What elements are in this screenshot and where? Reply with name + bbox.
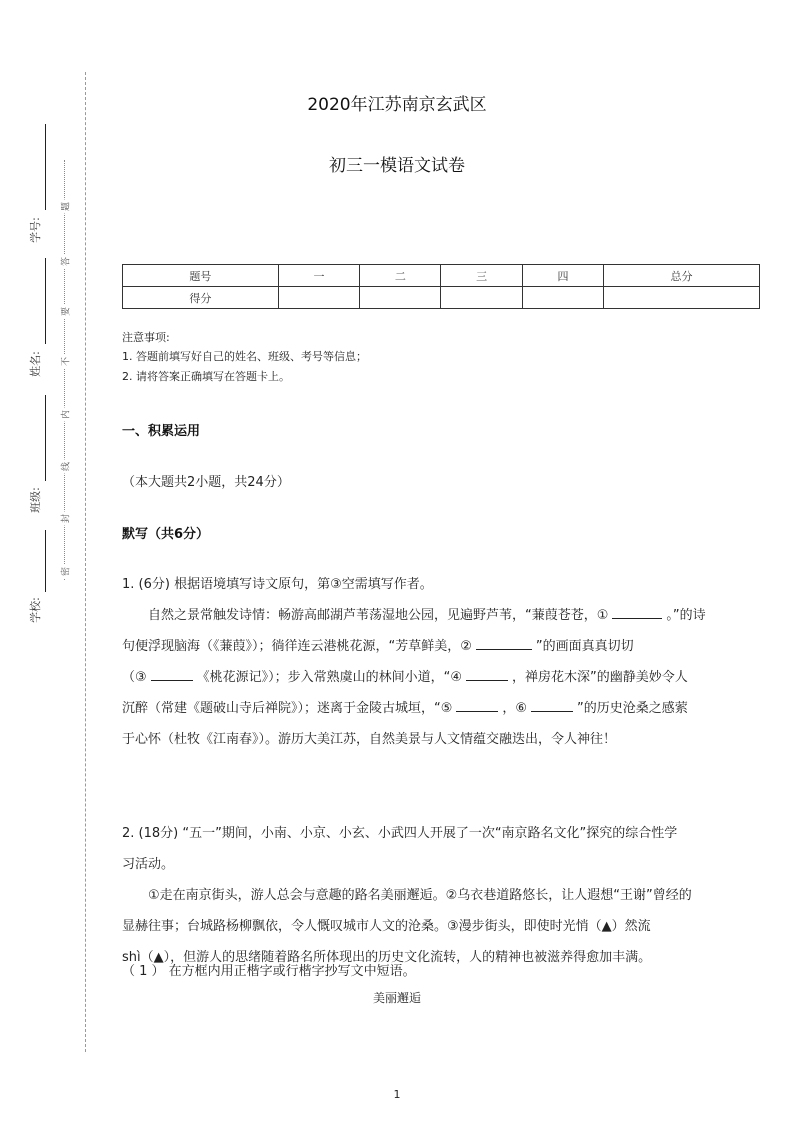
score-input-cell[interactable] [278, 287, 359, 309]
question-line [122, 662, 762, 693]
school-label: 学校: [29, 597, 42, 623]
answer-blank-2[interactable] [476, 635, 532, 650]
answer-blank-6[interactable] [531, 697, 573, 712]
question-line: ①走在南京街头，游人总会与意趣的路名美丽邂逅。②乌衣巷道路悠长，让人遐想“王谢”曾经的 [122, 888, 692, 903]
question-line: shì（▲），但游人的思绪随着路名所体现出的历史文化流转，人的精神也被滋养得愈加丰满。 [122, 950, 652, 965]
text: 自然之景常触发诗情：畅游高邮湖芦苇荡湿地公园，见遍野芦苇，“蒹葭苍苍，① [122, 608, 609, 623]
answer-blank-3[interactable] [151, 666, 193, 681]
name-line [45, 258, 46, 344]
text: 句便浮现脑海（《蒹葭》）；徜徉连云港桃花源，“芳草鲜美，② [122, 639, 472, 654]
text: ，禅房花木深”的幽静美妙令人 [512, 670, 688, 685]
score-input-cell[interactable] [360, 287, 441, 309]
table-cell: 三 [441, 265, 522, 287]
note-item: 1. 答题前填写好自己的姓名、班级、考号等信息； [122, 350, 367, 363]
question-line: 2. (18分) “五一”期间，小南、小京、小玄、小武四人开展了一次“南京路名文化”探究的综合性学 [122, 826, 678, 841]
seal-char-yao: 要 [59, 305, 72, 319]
table-cell: 总分 [604, 265, 760, 287]
seal-char-ti: 题 [59, 200, 72, 214]
answer-blank-5[interactable] [456, 697, 498, 712]
section-title: 一、积累运用 [122, 424, 201, 439]
question-line [122, 693, 762, 724]
school-line [45, 530, 46, 592]
table-row [123, 287, 760, 309]
answer-blank-4[interactable] [466, 666, 508, 681]
score-table [122, 264, 760, 309]
score-input-cell[interactable] [522, 287, 603, 309]
table-cell: 一 [278, 265, 359, 287]
page-number: 1 [393, 1088, 401, 1101]
exam-title-name: 初三一模语文试卷 [329, 156, 465, 176]
table-cell: 四 [522, 265, 603, 287]
seal-char-nei: 内 [59, 408, 72, 422]
table-row [123, 265, 760, 287]
seal-char-xian: 线 [59, 460, 72, 474]
question-line [122, 631, 762, 662]
score-input-cell[interactable] [441, 287, 522, 309]
question-line: 于心怀（杜牧《江南春》）。游历大美江苏，自然美景与人文情蕴交融迭出，令人神往！ [122, 732, 617, 747]
student-id-label: 学号: [29, 217, 42, 243]
text: 《桃花源记》）；步入常熟虞山的林间小道，“④ [196, 670, 463, 685]
text: 沉醉（常建《题破山寺后禅院》）；迷离于金陵古城垣，“⑤ [122, 701, 453, 716]
seal-char-bu: 不 [59, 355, 72, 369]
question-2 [122, 818, 762, 973]
notes-heading: 注意事项: [122, 331, 170, 344]
text: 。”的诗 [666, 608, 706, 623]
question-line [122, 600, 762, 631]
section-subtitle: （本大题共2小题，共24分） [122, 475, 290, 490]
seal-char-feng: 封 [59, 512, 72, 526]
name-label: 姓名: [29, 351, 42, 377]
text: ”的历史沧桑之感萦 [577, 701, 688, 716]
sub-question-1: （ 1 ） 在方框内用正楷字或行楷字抄写文中短语。 [122, 964, 416, 979]
seal-char-mi: 密 [59, 565, 72, 579]
text: （③ [122, 670, 147, 685]
score-input-cell[interactable] [604, 287, 760, 309]
text: ”的画面真真切切 [535, 639, 634, 654]
class-line [45, 395, 46, 481]
question-line: 显赫往事；台城路杨柳飘依，令人慨叹城市人文的沧桑。③漫步街头，即使时光悄（▲）然流 [122, 919, 651, 934]
copy-phrase: 美丽邂逅 [372, 991, 421, 1005]
table-cell: 得分 [123, 287, 279, 309]
answer-blank-1[interactable] [612, 604, 662, 619]
seal-char-da: 答 [59, 255, 72, 269]
table-cell: 题号 [123, 265, 279, 287]
class-label: 班级: [29, 487, 42, 513]
question-stem: 1. (6分) 根据语境填写诗文原句，第③空需填写作者。 [122, 577, 433, 592]
question-1 [122, 569, 762, 755]
question-line: 习活动。 [122, 857, 175, 872]
note-item: 2. 请将答案正确填写在答题卡上。 [122, 370, 290, 383]
part-title: 默写（共6分） [122, 527, 210, 542]
table-cell: 二 [360, 265, 441, 287]
text: ，⑥ [502, 701, 528, 716]
cut-line [85, 72, 86, 1052]
exam-title-region: 2020年江苏南京玄武区 [307, 95, 487, 115]
